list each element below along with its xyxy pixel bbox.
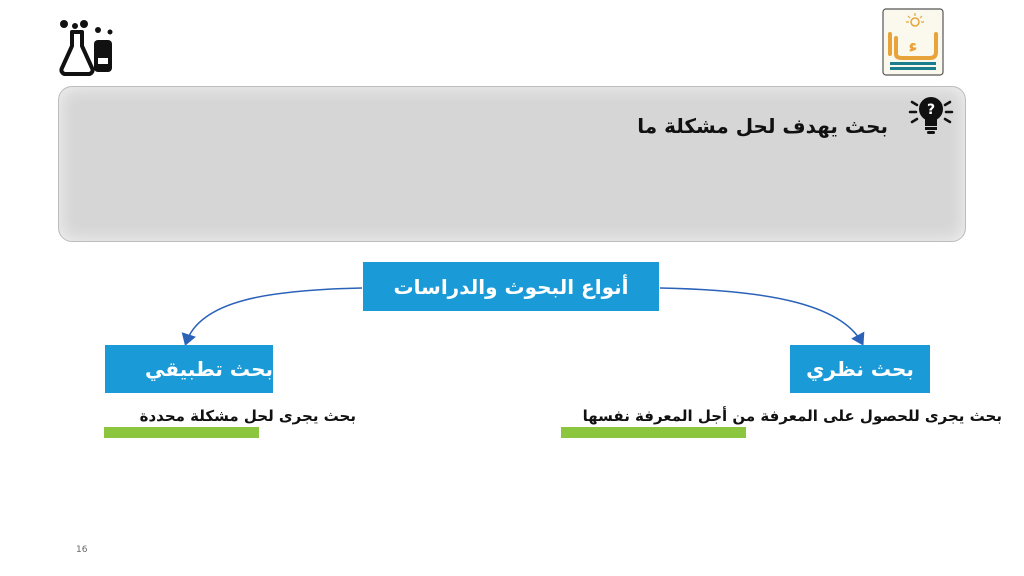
arrow-to-theoretical bbox=[660, 288, 862, 343]
applied-research-box bbox=[105, 345, 273, 393]
applied-research-description: بحث يجرى لحل مشكلة محددة bbox=[139, 407, 356, 425]
question-text: بحث يهدف لحل مشكلة ما bbox=[637, 114, 888, 138]
theoretical-research-description: بحث يجرى للحصول على المعرفة من أجل المعرفة نفسها bbox=[582, 407, 1002, 425]
theoretical-green-bar bbox=[561, 427, 746, 438]
arrow-to-applied bbox=[186, 288, 362, 343]
research-types-box bbox=[363, 262, 659, 311]
applied-green-bar bbox=[104, 427, 259, 438]
svg-text:ﺀ: ﺀ bbox=[908, 36, 918, 57]
applied-research-label: بحث تطبيقي bbox=[144, 357, 273, 381]
svg-text:?: ? bbox=[926, 102, 936, 118]
theoretical-research-box bbox=[790, 345, 930, 393]
research-types-label: أنواع البحوث والدراسات bbox=[393, 274, 629, 299]
theoretical-research-label: بحث نظري bbox=[806, 357, 914, 381]
page-number: 16 bbox=[76, 545, 88, 555]
